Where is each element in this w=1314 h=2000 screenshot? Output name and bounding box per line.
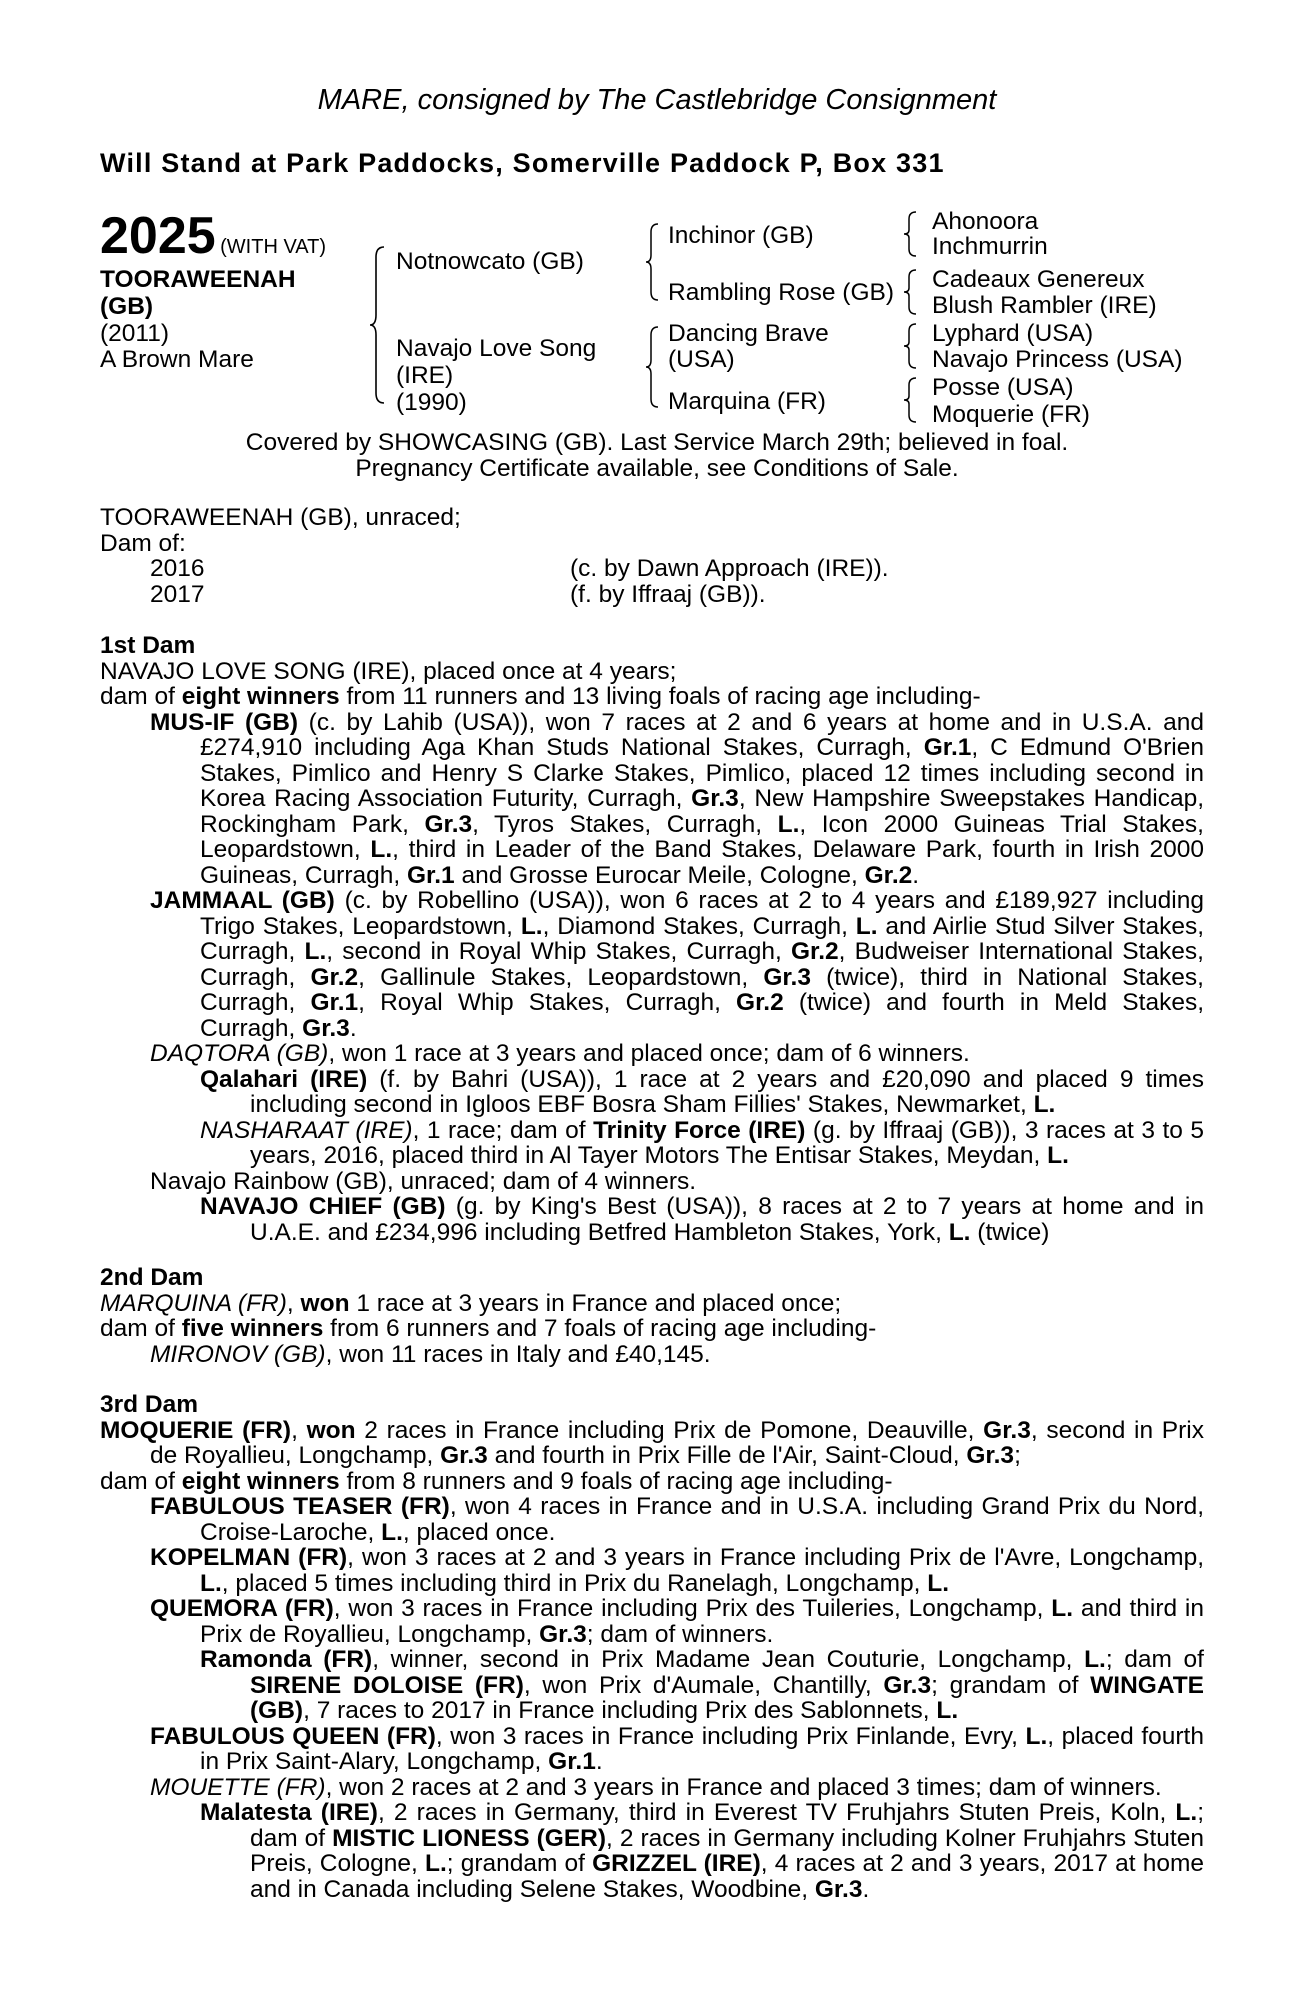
pedigree-dam-year: (1990) (396, 389, 467, 416)
produce-intro: TOORAWEENAH (GB), unraced; (100, 504, 461, 531)
stand-location: Will Stand at Park Paddocks, Somerville Paddock P, Box 331 (100, 148, 945, 178)
first-dam-heading: 1st Dam (100, 632, 196, 659)
third-dam-produce-summary: dam of eight winners from 8 runners and 9 foals of racing age including- (100, 1467, 893, 1495)
produce-dam-of: Dam of: (100, 529, 186, 557)
progeny-name: MOUETTE (FR) (150, 1773, 326, 1801)
progeny-entry: KOPELMAN (FR), won 3 races at 2 and 3 years in France including Prix de l'Avre, Longchamp, L., placed 5 times including third in Prix du Ranelagh, Longchamp, L. (150, 1544, 1204, 1597)
pedigree-g4: Blush Rambler (IRE) (932, 292, 1157, 319)
progeny-name: FABULOUS QUEEN (FR) (150, 1722, 436, 1750)
horse-description: A Brown Mare (100, 346, 254, 373)
first-dam-line: NAVAJO LOVE SONG (IRE), placed once at 4 years; (100, 657, 677, 685)
progeny-entry: MOUETTE (FR), won 2 races at 2 and 3 years in France and placed 3 times; dam of winners. (150, 1773, 1162, 1801)
pedigree-dam-sire: Dancing Brave (668, 320, 829, 347)
pedigree-brace-g4 (904, 376, 926, 424)
progeny-name: JAMMAAL (GB) (150, 887, 335, 914)
pedigree-dam: Navajo Love Song (396, 335, 597, 362)
pedigree-brace-sire (646, 222, 670, 302)
second-dam-heading: 2nd Dam (100, 1264, 204, 1291)
progeny-entry: MUS-IF (GB) (c. by Lahib (USA)), won 7 races at 2 and 6 years at home and in U.S.A. and £274,910 including Aga Khan Studs National Stakes, Curragh, Gr.1, C Edmund O'Brien Stakes, Pimlico and Henry S Clarke Stakes, Pimlico, placed 12 times including second in Korea Racing Association Futurity, Curragh, Gr.3, New Hampshire Sweepstakes Handicap, Rockingham Park, Gr.3, Tyros Stakes, Curragh, L., Icon 2000 Guineas Trial Stakes, Leopardstown, L., third in Leader of the Band Stakes, Delaware Park, fourth in Irish 2000 Guineas, Curragh, Gr.1 and Grosse Eurocar Meile, Cologne, Gr.2. (150, 708, 1205, 889)
pedigree-brace-g3 (904, 322, 926, 370)
progeny-name: DAQTORA (GB) (150, 1040, 329, 1067)
horse-name: TOORAWEENAH (100, 266, 296, 293)
progeny-entry: NASHARAAT (IRE), 1 race; dam of Trinity Force (IRE) (g. by Iffraaj (GB)), 3 races at 3 to 5 years, 2016, placed third in Al Tayer Motors The Entisar Stakes, Meydan, L. (200, 1116, 1204, 1169)
produce-detail: (f. by Iffraaj (GB)). (570, 580, 766, 608)
lot-number: 2025 (100, 207, 216, 265)
progeny-name: MIRONOV (GB) (150, 1340, 326, 1368)
covered-line: Covered by SHOWCASING (GB). Last Service March 29th; believed in foal. (245, 429, 1069, 456)
produce-year: 2016 (150, 555, 205, 582)
pedigree-brace-g1 (904, 210, 926, 258)
pedigree-dam-dam: Marquina (FR) (668, 388, 826, 415)
pedigree-brace-g2 (904, 268, 926, 316)
progeny-entry: Malatesta (IRE), 2 races in Germany, third in Everest TV Fruhjahrs Stuten Preis, Koln, L.; dam of MISTIC LIONESS (GER), 2 races in Germany including Kolner Fruhjahrs Stuten Preis, Cologne, L.; grandam of GRIZZEL (IRE), 4 races at 2 and 3 years, 2017 at home and in Canada including Selene Stakes, Woodbine, Gr.3. (200, 1799, 1205, 1903)
pregnancy-line: Pregnancy Certificate available, see Conditions of Sale. (355, 455, 959, 482)
produce-item (100, 582, 1204, 608)
pedigree-g3: Cadeaux Genereux (932, 266, 1145, 293)
vat-note: (WITH VAT) (220, 236, 327, 258)
progeny-name: NAVAJO CHIEF (GB) (200, 1193, 446, 1220)
progeny-name: KOPELMAN (FR) (150, 1544, 348, 1571)
progeny-name: MUS-IF (GB) (150, 708, 299, 736)
progeny-name: Ramonda (FR) (200, 1646, 373, 1673)
lot-number-block (100, 206, 326, 266)
pedigree-g7: Posse (USA) (932, 374, 1074, 401)
pedigree-g1: Ahonoora (932, 208, 1039, 235)
progeny-name: Qalahari (IRE) (200, 1065, 368, 1093)
progeny-name: FABULOUS TEASER (FR) (150, 1493, 450, 1520)
horse-name-suffix: (GB) (100, 293, 154, 320)
produce-item (100, 556, 1204, 582)
progeny-entry: Qalahari (IRE) (f. by Bahri (USA)), 1 race at 2 years and £20,090 and placed 9 times including second in Igloos EBF Bosra Sham Fillies' Stakes, Newmarket, L. (200, 1065, 1205, 1118)
progeny-entry: FABULOUS TEASER (FR), won 4 races in France and in U.S.A. including Grand Prix du Nord, Croise-Laroche, L., placed once. (150, 1493, 1205, 1546)
first-dam-produce-summary: dam of eight winners from 11 runners and 13 living foals of racing age including- (100, 683, 981, 710)
progeny-entry: NAVAJO CHIEF (GB) (g. by King's Best (USA)), 8 races at 2 to 7 years at home and in U.A.E. and £234,996 including Betfred Hambleton Stakes, York, L. (twice) (200, 1193, 1204, 1246)
progeny-entry: QUEMORA (FR), won 3 races in France including Prix des Tuileries, Longchamp, L. and third in Prix de Royallieu, Longchamp, Gr.3; dam of winners. (150, 1595, 1204, 1648)
pedigree-sire-dam: Rambling Rose (GB) (668, 279, 895, 306)
produce-year: 2017 (150, 580, 205, 608)
pedigree-sire: Notnowcato (GB) (396, 248, 584, 275)
pedigree-dam-sire-suffix: (USA) (668, 346, 735, 373)
second-dam-section (100, 1265, 1204, 1367)
progeny-entry: Navajo Rainbow (GB), unraced; dam of 4 winners. (150, 1167, 697, 1195)
consignor-heading: MARE, consigned by The Castlebridge Consignment (317, 84, 997, 116)
third-dam-heading: 3rd Dam (100, 1391, 199, 1418)
second-dam-produce-summary: dam of five winners from 6 runners and 7 foals of racing age including- (100, 1315, 877, 1342)
second-dam-line: MARQUINA (FR), won 1 race at 3 years in France and placed once; (100, 1289, 842, 1317)
first-dam-section (100, 633, 1204, 1245)
third-dam-section (100, 1392, 1204, 1902)
progeny-entry: JAMMAAL (GB) (c. by Robellino (USA)), won 6 races at 2 to 4 years and £189,927 including Trigo Stakes, Leopardstown, L., Diamond Stakes, Curragh, L. and Airlie Stud Silver Stakes, Curragh, L., second in Royal Whip Stakes, Curragh, Gr.2, Budweiser International Stakes, Curragh, Gr.2, Gallinule Stakes, Leopardstown, Gr.3 (twice), third in National Stakes, Curragh, Gr.1, Royal Whip Stakes, Curragh, Gr.2 (twice) and fourth in Meld Stakes, Curragh, Gr.3. (150, 887, 1205, 1042)
progeny-entry: MIRONOV (GB), won 11 races in Italy and £40,145. (150, 1340, 711, 1368)
produce-detail: (c. by Dawn Approach (IRE)). (570, 555, 889, 582)
pedigree-g5: Lyphard (USA) (932, 320, 1094, 347)
progeny-entry: DAQTORA (GB), won 1 race at 3 years and placed once; dam of 6 winners. (150, 1040, 970, 1067)
third-dam-line: MOQUERIE (FR), won 2 races in France including Prix de Pomone, Deauville, Gr.3, second in Prix de Royallieu, Longchamp, Gr.3 and fourth in Prix Fille de l'Air, Saint-Cloud, Gr.3; (100, 1416, 1204, 1469)
progeny-entry: Ramonda (FR), winner, second in Prix Madame Jean Couturie, Longchamp, L.; dam of SIRENE DOLOISE (FR), won Prix d'Aumale, Chantilly, Gr.3; grandam of WINGATE (GB), 7 races to 2017 in France including Prix des Sablonnets, L. (200, 1646, 1205, 1724)
progeny-entry: FABULOUS QUEEN (FR), won 3 races in France including Prix Finlande, Evry, L., placed fourth in Prix Saint-Alary, Longchamp, Gr.1. (150, 1722, 1204, 1775)
pedigree-dam-suffix: (IRE) (396, 362, 454, 389)
pedigree-g6: Navajo Princess (USA) (932, 346, 1183, 373)
progeny-name: Malatesta (IRE) (200, 1799, 378, 1826)
progeny-name: QUEMORA (FR) (150, 1595, 334, 1622)
pedigree-brace-dam (646, 325, 670, 409)
pedigree-g2: Inchmurrin (932, 233, 1048, 260)
progeny-name: NASHARAAT (IRE) (200, 1116, 413, 1144)
pedigree-sire-sire: Inchinor (GB) (668, 222, 814, 249)
horse-year: (2011) (100, 320, 170, 347)
pedigree-g8: Moquerie (FR) (932, 401, 1090, 428)
produce-section (100, 505, 1204, 607)
